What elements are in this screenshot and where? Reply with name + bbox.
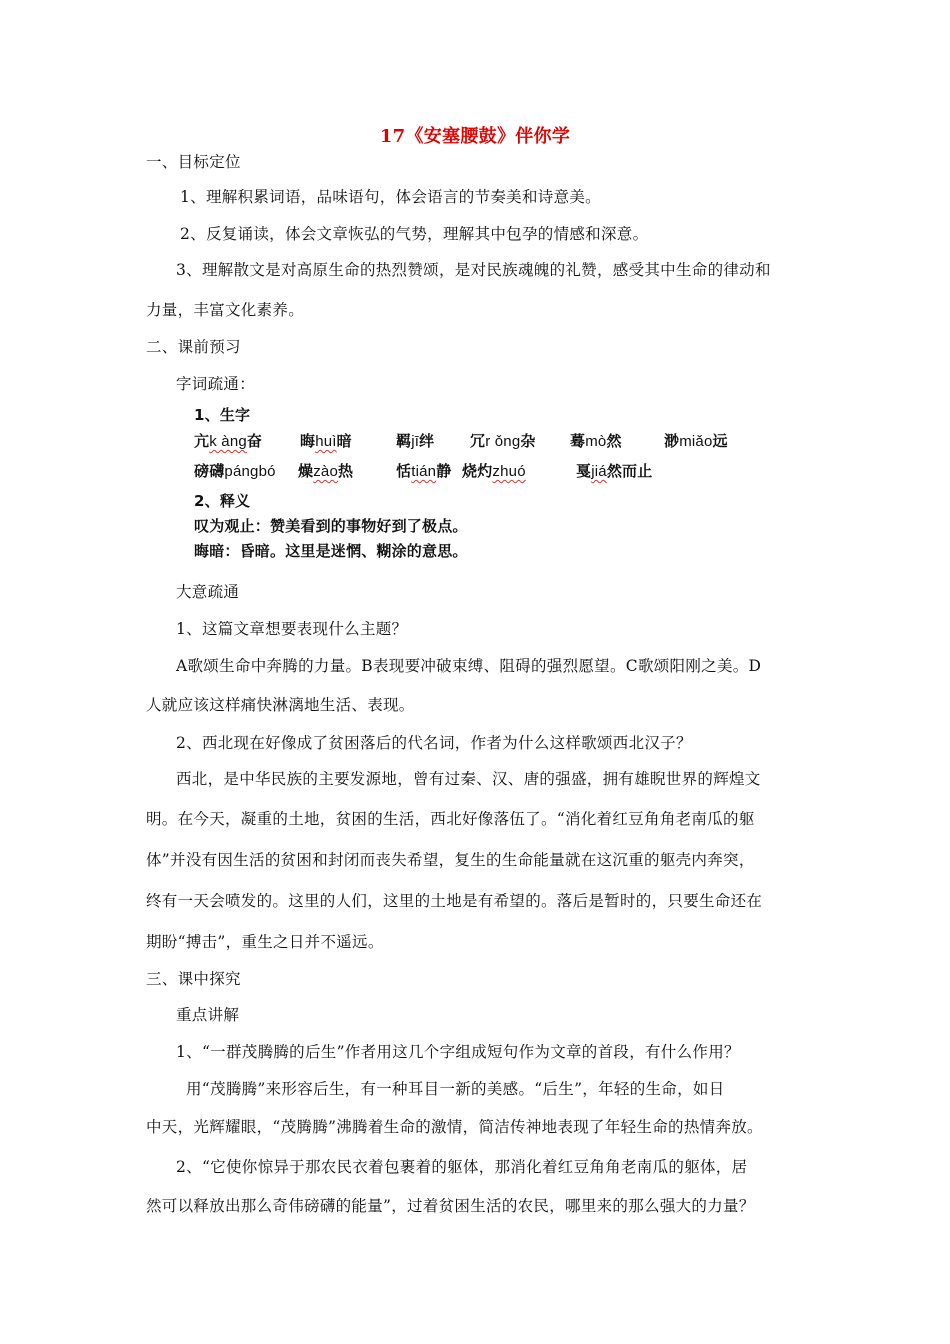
goal-3-line-2: 力量，丰富文化素养。	[146, 301, 305, 319]
inquiry-answer-1-line-1: 用“茂腾腾”来形容后生，有一种耳目一新的美感。“后生”，年轻的生命，如日	[186, 1080, 725, 1098]
subheading-key-points: 重点讲解	[176, 1006, 240, 1024]
char-item: 磅礴pángbó	[194, 462, 276, 480]
answer-2-line: 明。在今天，凝重的土地，贫困的生活，西北好像落伍了。“消化着红豆角角老南瓜的躯	[146, 810, 755, 828]
goal-2: 2、反复诵读，体会文章恢弘的气势，理解其中包孕的情感和深意。	[180, 225, 649, 243]
answer-2-line: 西北，是中华民族的主要发源地，曾有过秦、汉、唐的强盛，拥有雄睨世界的辉煌文	[176, 770, 761, 788]
answer-1-line-2: 人就应该这样痛快淋漓地生活、表现。	[146, 696, 415, 714]
char-item: 冗r ǒng杂	[470, 432, 536, 450]
section-heading-inquiry: 三、课中探究	[146, 970, 241, 988]
new-characters-label: 1、生字	[194, 406, 251, 424]
definitions-label: 2、释义	[194, 492, 251, 510]
answer-2-line: 体”并没有因生活的贫困和封闭而丧失希望，复生的生命能量就在这沉重的躯壳内奔突，	[146, 851, 755, 869]
question-2: 2、西北现在好像成了贫困落后的代名词，作者为什么这样歌颂西北汉子？	[176, 734, 692, 752]
subheading-vocab: 字词疏通：	[176, 375, 256, 393]
section-heading-preview: 二、课前预习	[146, 338, 241, 356]
document-title: 17《安塞腰鼓》伴你学	[379, 126, 571, 147]
answer-2-line: 终有一天会喷发的。这里的人们，这里的土地是有希望的。落后是暂时的，只要生命还在	[146, 892, 763, 910]
definition-1: 叹为观止：赞美看到的事物好到了极点。	[194, 517, 468, 535]
definition-2: 晦暗：昏暗。这里是迷惘、糊涂的意思。	[194, 542, 468, 560]
inquiry-answer-1-line-2: 中天，光辉耀眼，“茂腾腾”沸腾着生命的激情，简洁传神地表现了年轻生命的热情奔放。	[146, 1118, 763, 1136]
char-item: 晦huì暗	[300, 432, 352, 450]
subheading-main-idea: 大意疏通	[176, 583, 240, 601]
char-item: 蓦mò然	[570, 432, 622, 450]
inquiry-question-2-line-1: 2、“它使你惊异于那农民衣着包裹着的躯体，那消化着红豆角角老南瓜的躯体，居	[176, 1158, 748, 1176]
answer-2-line: 期盼“搏击”，重生之日并不遥远。	[146, 933, 384, 951]
question-1: 1、这篇文章想要表现什么主题？	[176, 620, 408, 638]
char-item: 燥zào热	[298, 462, 354, 480]
char-item: 亢k àng奋	[194, 432, 263, 450]
char-item: 烧灼zhuó	[462, 462, 526, 480]
char-item: 渺miǎo远	[664, 432, 728, 450]
section-heading-goals: 一、目标定位	[146, 153, 241, 171]
inquiry-question-2-line-2: 然可以释放出那么奇伟磅礴的能量”，过着贫困生活的农民，哪里来的那么强大的力量？	[146, 1197, 755, 1215]
answer-1-line-1: A歌颂生命中奔腾的力量。B表现要冲破束缚、阻碍的强烈愿望。C歌颂阳刚之美。D	[176, 657, 762, 675]
char-item: 羁jī绊	[396, 432, 435, 450]
inquiry-question-1: 1、“一群茂腾腾的后生”作者用这几个字组成短句作为文章的首段，有什么作用？	[176, 1043, 740, 1061]
goal-1: 1、理解积累词语，品味语句，体会语言的节奏美和诗意美。	[180, 188, 601, 206]
char-item: 戛jiá然而止	[576, 462, 653, 480]
goal-3-line-1: 3、理解散文是对高原生命的热烈赞颂，是对民族魂魄的礼赞，感受其中生命的律动和	[176, 261, 771, 279]
char-item: 恬tián静	[396, 462, 452, 480]
